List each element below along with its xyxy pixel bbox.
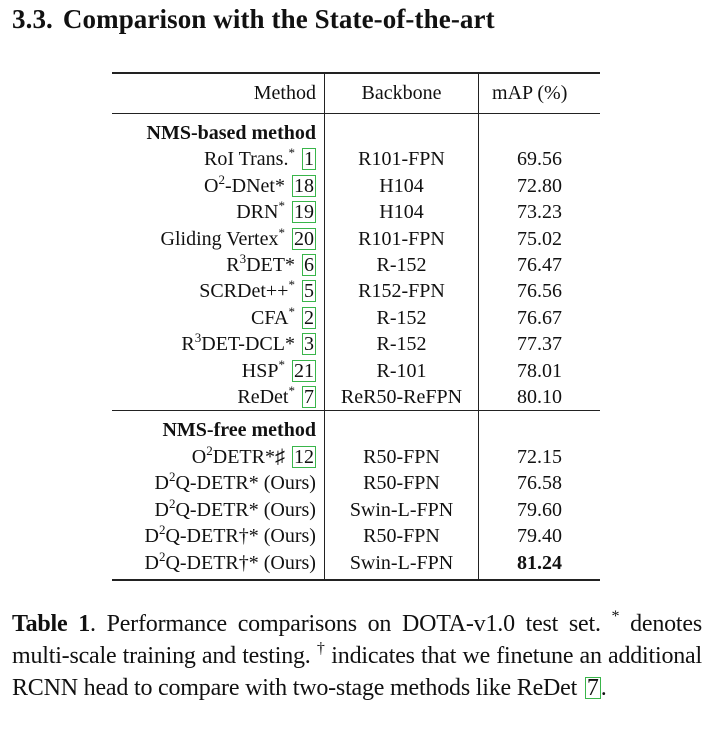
- method-cell: [112, 331, 324, 357]
- section-header-row: [112, 411, 600, 444]
- method-superscript: 2: [168, 469, 176, 485]
- backbone-cell: ReR50-ReFPN: [324, 384, 478, 411]
- map-cell: 76.47: [517, 254, 562, 277]
- citation-link[interactable]: 19: [293, 201, 314, 224]
- method-superscript: *: [288, 277, 295, 293]
- method-name: Gliding Vertex: [160, 227, 279, 250]
- method-suffix: Q-DETR* (Ours): [175, 472, 316, 495]
- table-row: [112, 523, 600, 549]
- method-superscript: *: [288, 383, 295, 399]
- citation-link[interactable]: 3: [303, 333, 314, 356]
- method-superscript: *: [278, 224, 285, 240]
- method-name: RoI Trans.: [203, 148, 289, 171]
- method-name: SCRDet++: [199, 280, 289, 303]
- map-cell: 79.60: [517, 498, 562, 521]
- map-cell: 69.56: [517, 148, 562, 171]
- table-row: [112, 278, 600, 304]
- method-cell: [112, 226, 324, 252]
- method-cell: [112, 252, 324, 278]
- backbone-cell: R-152: [324, 331, 478, 357]
- map-cell: 73.23: [517, 201, 562, 224]
- backbone-cell: R50-FPN: [324, 444, 478, 470]
- method-name: DRN: [236, 201, 279, 224]
- method-cell: [112, 497, 324, 523]
- section-header-row: [112, 114, 600, 147]
- table-row: [112, 173, 600, 199]
- method-cell: [112, 550, 324, 580]
- map-cell: 79.40: [517, 525, 562, 548]
- method-name: CFA: [251, 306, 289, 329]
- citation-link[interactable]: 12: [293, 445, 314, 468]
- citation-link[interactable]: 5: [303, 280, 314, 303]
- section-title: Comparison with the State-of-the-art: [62, 4, 495, 34]
- empty-cell: [324, 114, 478, 147]
- backbone-cell: R-152: [324, 252, 478, 278]
- method-name: D: [154, 498, 169, 521]
- method-cell: [112, 523, 324, 549]
- table-row: [112, 252, 600, 278]
- header-map: mAP (%): [479, 73, 600, 114]
- backbone-cell: R-152: [324, 305, 478, 331]
- method-name: O: [204, 174, 219, 197]
- method-name: D: [144, 551, 159, 574]
- map-cell: 75.02: [517, 227, 562, 250]
- map-cell: 76.67: [517, 306, 562, 329]
- method-superscript: 2: [158, 548, 166, 564]
- method-superscript: *: [288, 303, 295, 319]
- method-superscript: *: [278, 356, 285, 372]
- backbone-cell: R50-FPN: [324, 470, 478, 496]
- table-row: [112, 550, 600, 580]
- method-cell: [112, 173, 324, 199]
- method-superscript: *: [278, 198, 285, 214]
- table-caption: [12, 608, 702, 704]
- backbone-cell: H104: [324, 173, 478, 199]
- section-heading: [12, 4, 495, 35]
- method-cell: [112, 358, 324, 384]
- caption-text-3: indicates that we finetune an additional RCNN head to compare with two-stage methods like ReDet: [12, 643, 702, 701]
- method-superscript: 2: [206, 442, 213, 458]
- empty-cell: [479, 114, 600, 147]
- table-row: [112, 470, 600, 496]
- citation-link[interactable]: 21: [293, 359, 314, 382]
- map-cell: 77.37: [517, 333, 562, 356]
- table-row: [112, 497, 600, 523]
- method-suffix: DETR*♯: [212, 445, 285, 468]
- method-suffix: Q-DETR* (Ours): [175, 498, 316, 521]
- group-label: NMS-free method: [112, 411, 324, 444]
- empty-cell: [324, 411, 478, 444]
- map-cell: 78.01: [517, 359, 562, 382]
- method-cell: [112, 305, 324, 331]
- method-superscript: 3: [239, 251, 247, 267]
- map-cell: 76.58: [517, 472, 562, 495]
- citation-link[interactable]: 18: [293, 174, 314, 197]
- caption-label: Table 1: [12, 611, 91, 637]
- method-suffix: Q-DETR†* (Ours): [165, 551, 316, 574]
- group-label: NMS-based method: [112, 114, 324, 147]
- table-header-row: [112, 73, 600, 114]
- section-number: 3.3.: [12, 4, 53, 34]
- caption-star: *: [611, 608, 620, 625]
- citation-link[interactable]: 6: [303, 254, 314, 277]
- method-name: HSP: [241, 359, 279, 382]
- method-cell: [112, 146, 324, 172]
- map-cell: 80.10: [517, 386, 562, 409]
- caption-text-1: . Performance comparisons on DOTA-v1.0 test set.: [90, 611, 612, 637]
- citation-link[interactable]: 2: [303, 306, 314, 329]
- table-row: [112, 358, 600, 384]
- backbone-cell: R101-FPN: [324, 146, 478, 172]
- empty-cell: [479, 411, 600, 444]
- caption-citation[interactable]: [585, 677, 601, 699]
- method-name: R: [181, 333, 195, 356]
- method-superscript: 3: [194, 330, 202, 346]
- map-cell: 72.80: [517, 174, 562, 197]
- method-cell: [112, 384, 324, 411]
- table-row: [112, 226, 600, 252]
- map-cell: 76.56: [517, 280, 562, 303]
- method-suffix: Q-DETR†* (Ours): [165, 525, 316, 548]
- map-cell: 81.24: [479, 550, 600, 580]
- method-cell: [112, 199, 324, 225]
- table-row: [112, 199, 600, 225]
- method-superscript: 2: [218, 171, 225, 187]
- backbone-cell: Swin-L-FPN: [324, 550, 478, 580]
- citation-link[interactable]: 20: [293, 227, 314, 250]
- method-superscript: 2: [168, 495, 176, 511]
- method-name: ReDet: [237, 386, 289, 409]
- method-cell: [112, 278, 324, 304]
- header-method: Method: [112, 73, 324, 114]
- caption-citation-num: 7: [586, 675, 599, 701]
- method-suffix: DET-DCL*: [201, 333, 295, 356]
- table-row: [112, 146, 600, 172]
- method-name: R: [226, 254, 240, 277]
- citation-link[interactable]: 1: [303, 148, 314, 171]
- table-row: [112, 305, 600, 331]
- table-row: [112, 384, 600, 411]
- method-suffix: -DNet*: [224, 174, 285, 197]
- backbone-cell: Swin-L-FPN: [324, 497, 478, 523]
- citation-link[interactable]: 7: [303, 386, 314, 409]
- table-row: [112, 444, 600, 470]
- table-row: [112, 331, 600, 357]
- caption-text-4: .: [600, 675, 607, 701]
- method-cell: [112, 444, 324, 470]
- method-superscript: *: [288, 145, 295, 161]
- method-name: O: [191, 445, 207, 468]
- method-name: D: [144, 525, 159, 548]
- map-cell: 72.15: [517, 445, 562, 468]
- caption-text-2: denotes multi-scale training and testing.: [12, 611, 702, 669]
- backbone-cell: H104: [324, 199, 478, 225]
- comparison-table: [112, 72, 600, 581]
- caption-dagger: †: [316, 640, 326, 657]
- method-cell: [112, 470, 324, 496]
- method-superscript: 2: [158, 522, 166, 538]
- backbone-cell: R152-FPN: [324, 278, 478, 304]
- backbone-cell: R101-FPN: [324, 226, 478, 252]
- method-name: D: [154, 472, 169, 495]
- header-backbone: Backbone: [324, 73, 478, 114]
- method-suffix: DET*: [246, 254, 295, 277]
- backbone-cell: R50-FPN: [324, 523, 478, 549]
- backbone-cell: R-101: [324, 358, 478, 384]
